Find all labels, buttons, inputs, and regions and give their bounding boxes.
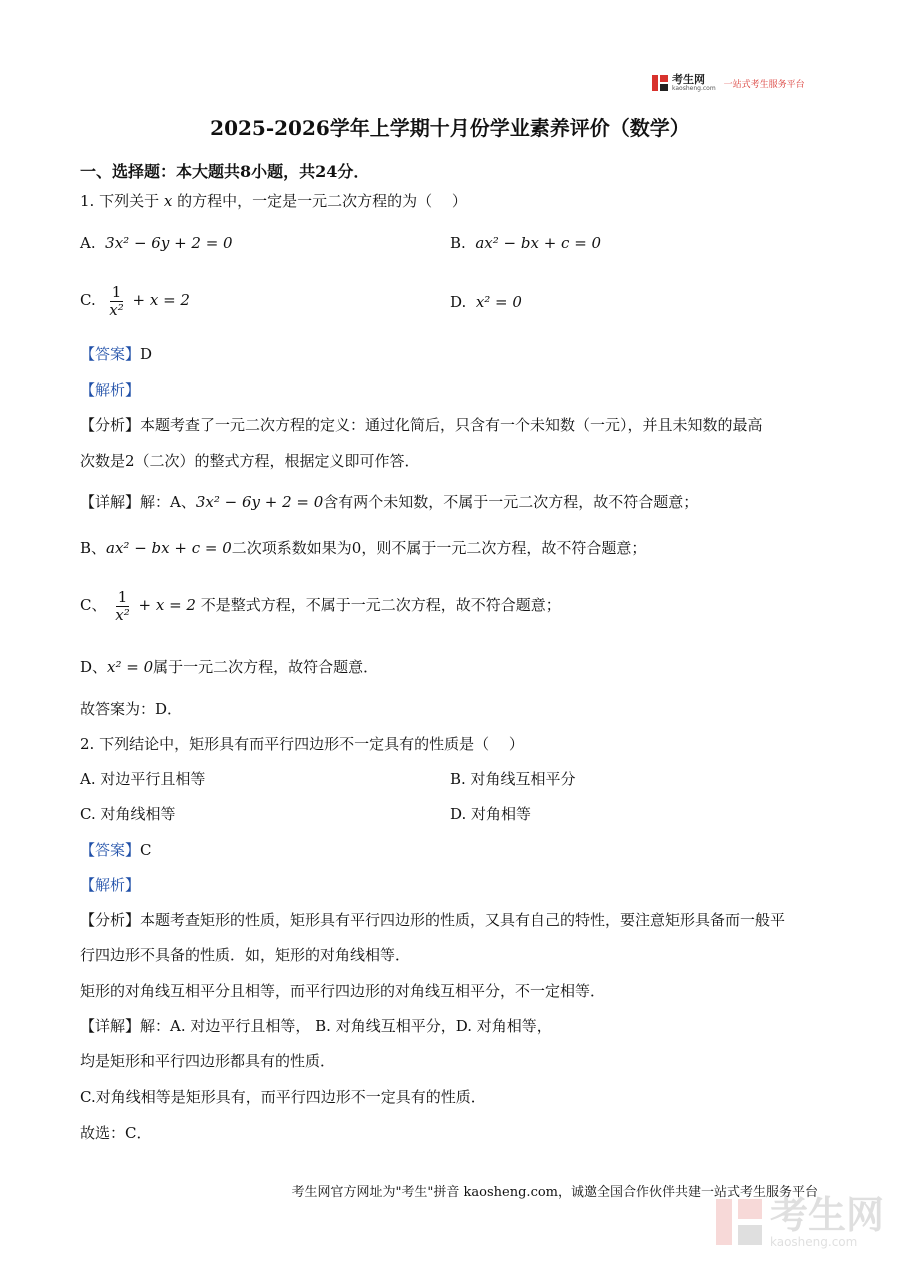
q2-detail-line-1: 【详解】解：A. 对边平行且相等， B. 对角线互相平分，D. 对角相等， [80, 1017, 552, 1035]
q2-option-b: B. 对角线互相平分 [450, 770, 576, 788]
watermark [716, 1193, 885, 1249]
header-logo [652, 74, 805, 92]
watermark-logo-icon [716, 1199, 762, 1245]
kaosheng-logo-icon [652, 75, 668, 91]
q1-detail-b: B、ax² − bx + c = 0二次项系数如果为0，则不属于一元二次方程，故不符合题意； [80, 539, 647, 557]
logo-domain: kaosheng.com [672, 85, 716, 92]
logo-name: 考生网 [672, 73, 705, 86]
q1-conclusion: 故答案为：D． [80, 700, 183, 718]
header-slogan: 一站式考生服务平台 [723, 79, 805, 90]
q2-option-d: D. 对角相等 [450, 805, 532, 823]
q2-stem: 2. 下列结论中，矩形具有而平行四边形不一定具有的性质是（ ） [80, 735, 524, 753]
q2-option-c: C. 对角线相等 [80, 805, 176, 823]
q1-fenxi-line-2: 次数是2（二次）的整式方程，根据定义即可作答． [80, 452, 420, 470]
watermark-name: 考生网 [770, 1193, 885, 1237]
document-title: 2025-2026学年上学期十月份学业素养评价（数学） [210, 116, 690, 140]
q1-detail-d: D、x² = 0属于一元二次方程，故符合题意． [80, 658, 379, 676]
q1-option-c: C. $\frac{1}{\text{x²}}$ + x = 2 [80, 283, 190, 319]
q1-option-b: B. ax² − bx + c = 0 [450, 234, 602, 252]
q2-option-a: A. 对边平行且相等 [80, 770, 206, 788]
section-heading: 一、选择题：本大题共8小题，共24分． [80, 162, 370, 181]
q1-detail-a: 【详解】解：A、3x² − 6y + 2 = 0含有两个未知数，不属于一元二次方程，故不符合题意； [80, 493, 699, 511]
q1-detail-c: C、 $\frac{1}{\text{x²}}$ + x = 2 不是整式方程，不属于一元二次方程，故不符合题意； [80, 588, 561, 624]
q2-answer: 【答案】C [80, 841, 152, 859]
q1-analysis-tag: 【解析】 [80, 381, 141, 399]
q1-fenxi-line-1: 【分析】本题考查了一元二次方程的定义：通过化简后，只含有一个未知数（一元），并且未知数的最高 [80, 416, 763, 434]
q1-stem: 1. 下列关于 x 的方程中，一定是一元二次方程的为（ ） [80, 192, 467, 210]
q2-detail-line-3: C.对角线相等是矩形具有，而平行四边形不一定具有的性质． [80, 1088, 486, 1106]
q2-fenxi-line-3: 矩形的对角线互相平分且相等，而平行四边形的对角线互相平分，不一定相等． [80, 982, 606, 1000]
page-footer: 考生网官方网址为"考生"拼音 kaosheng.com，诚邀全国合作伙伴共建一站式考生服务平台 [291, 1185, 818, 1200]
q1-answer: 【答案】D [80, 345, 153, 363]
q2-fenxi-line-2: 行四边形不具备的性质．如，矩形的对角线相等． [80, 946, 411, 964]
watermark-domain: kaosheng.com [770, 1235, 858, 1249]
q1-option-a: A. 3x² − 6y + 2 = 0 [80, 234, 233, 252]
q2-conclusion: 故选：C． [80, 1124, 152, 1142]
q2-detail-line-2: 均是矩形和平行四边形都具有的性质． [80, 1052, 336, 1070]
q2-fenxi-line-1: 【分析】本题考查矩形的性质，矩形具有平行四边形的性质，又具有自己的特性，要注意矩形具备而一般平 [80, 911, 786, 929]
q2-analysis-tag: 【解析】 [80, 876, 141, 894]
q1-option-d: D. x² = 0 [450, 293, 522, 311]
